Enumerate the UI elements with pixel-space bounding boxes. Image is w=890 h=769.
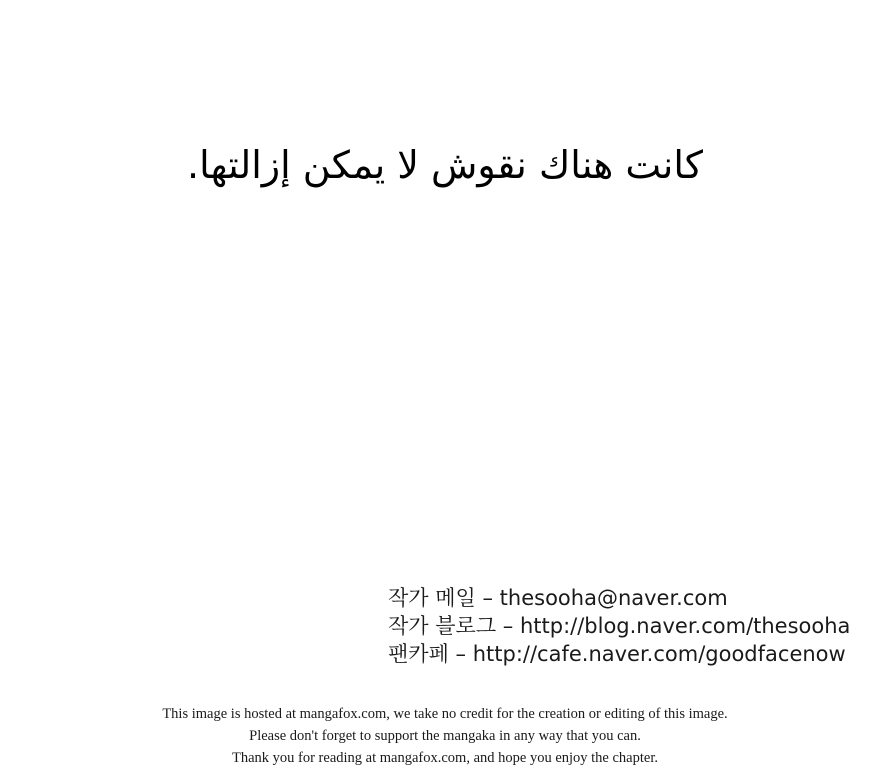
footer-hosting-notice: This image is hosted at mangafox.com, we take no credit for the creation or editing of this image. [162,706,728,722]
arabic-dialogue-text: كانت هناك نقوش لا يمكن إزالتها. [187,143,703,187]
footer-thanks-notice: Thank you for reading at mangafox.com, and hope you enjoy the chapter. [231,750,658,767]
author-email-line: 작가 메일 – thesooha@naver.com [388,586,728,610]
host-footer [0,703,890,769]
author-credits-block [388,585,890,669]
fan-cafe-line: 팬카페 – http://cafe.naver.com/goodfacenow [388,641,846,666]
footer-support-notice: Please don't forget to support the mangaka in any way that you can. [249,728,641,745]
author-blog-line: 작가 블로그 – http://blog.naver.com/thesooha [388,613,851,638]
